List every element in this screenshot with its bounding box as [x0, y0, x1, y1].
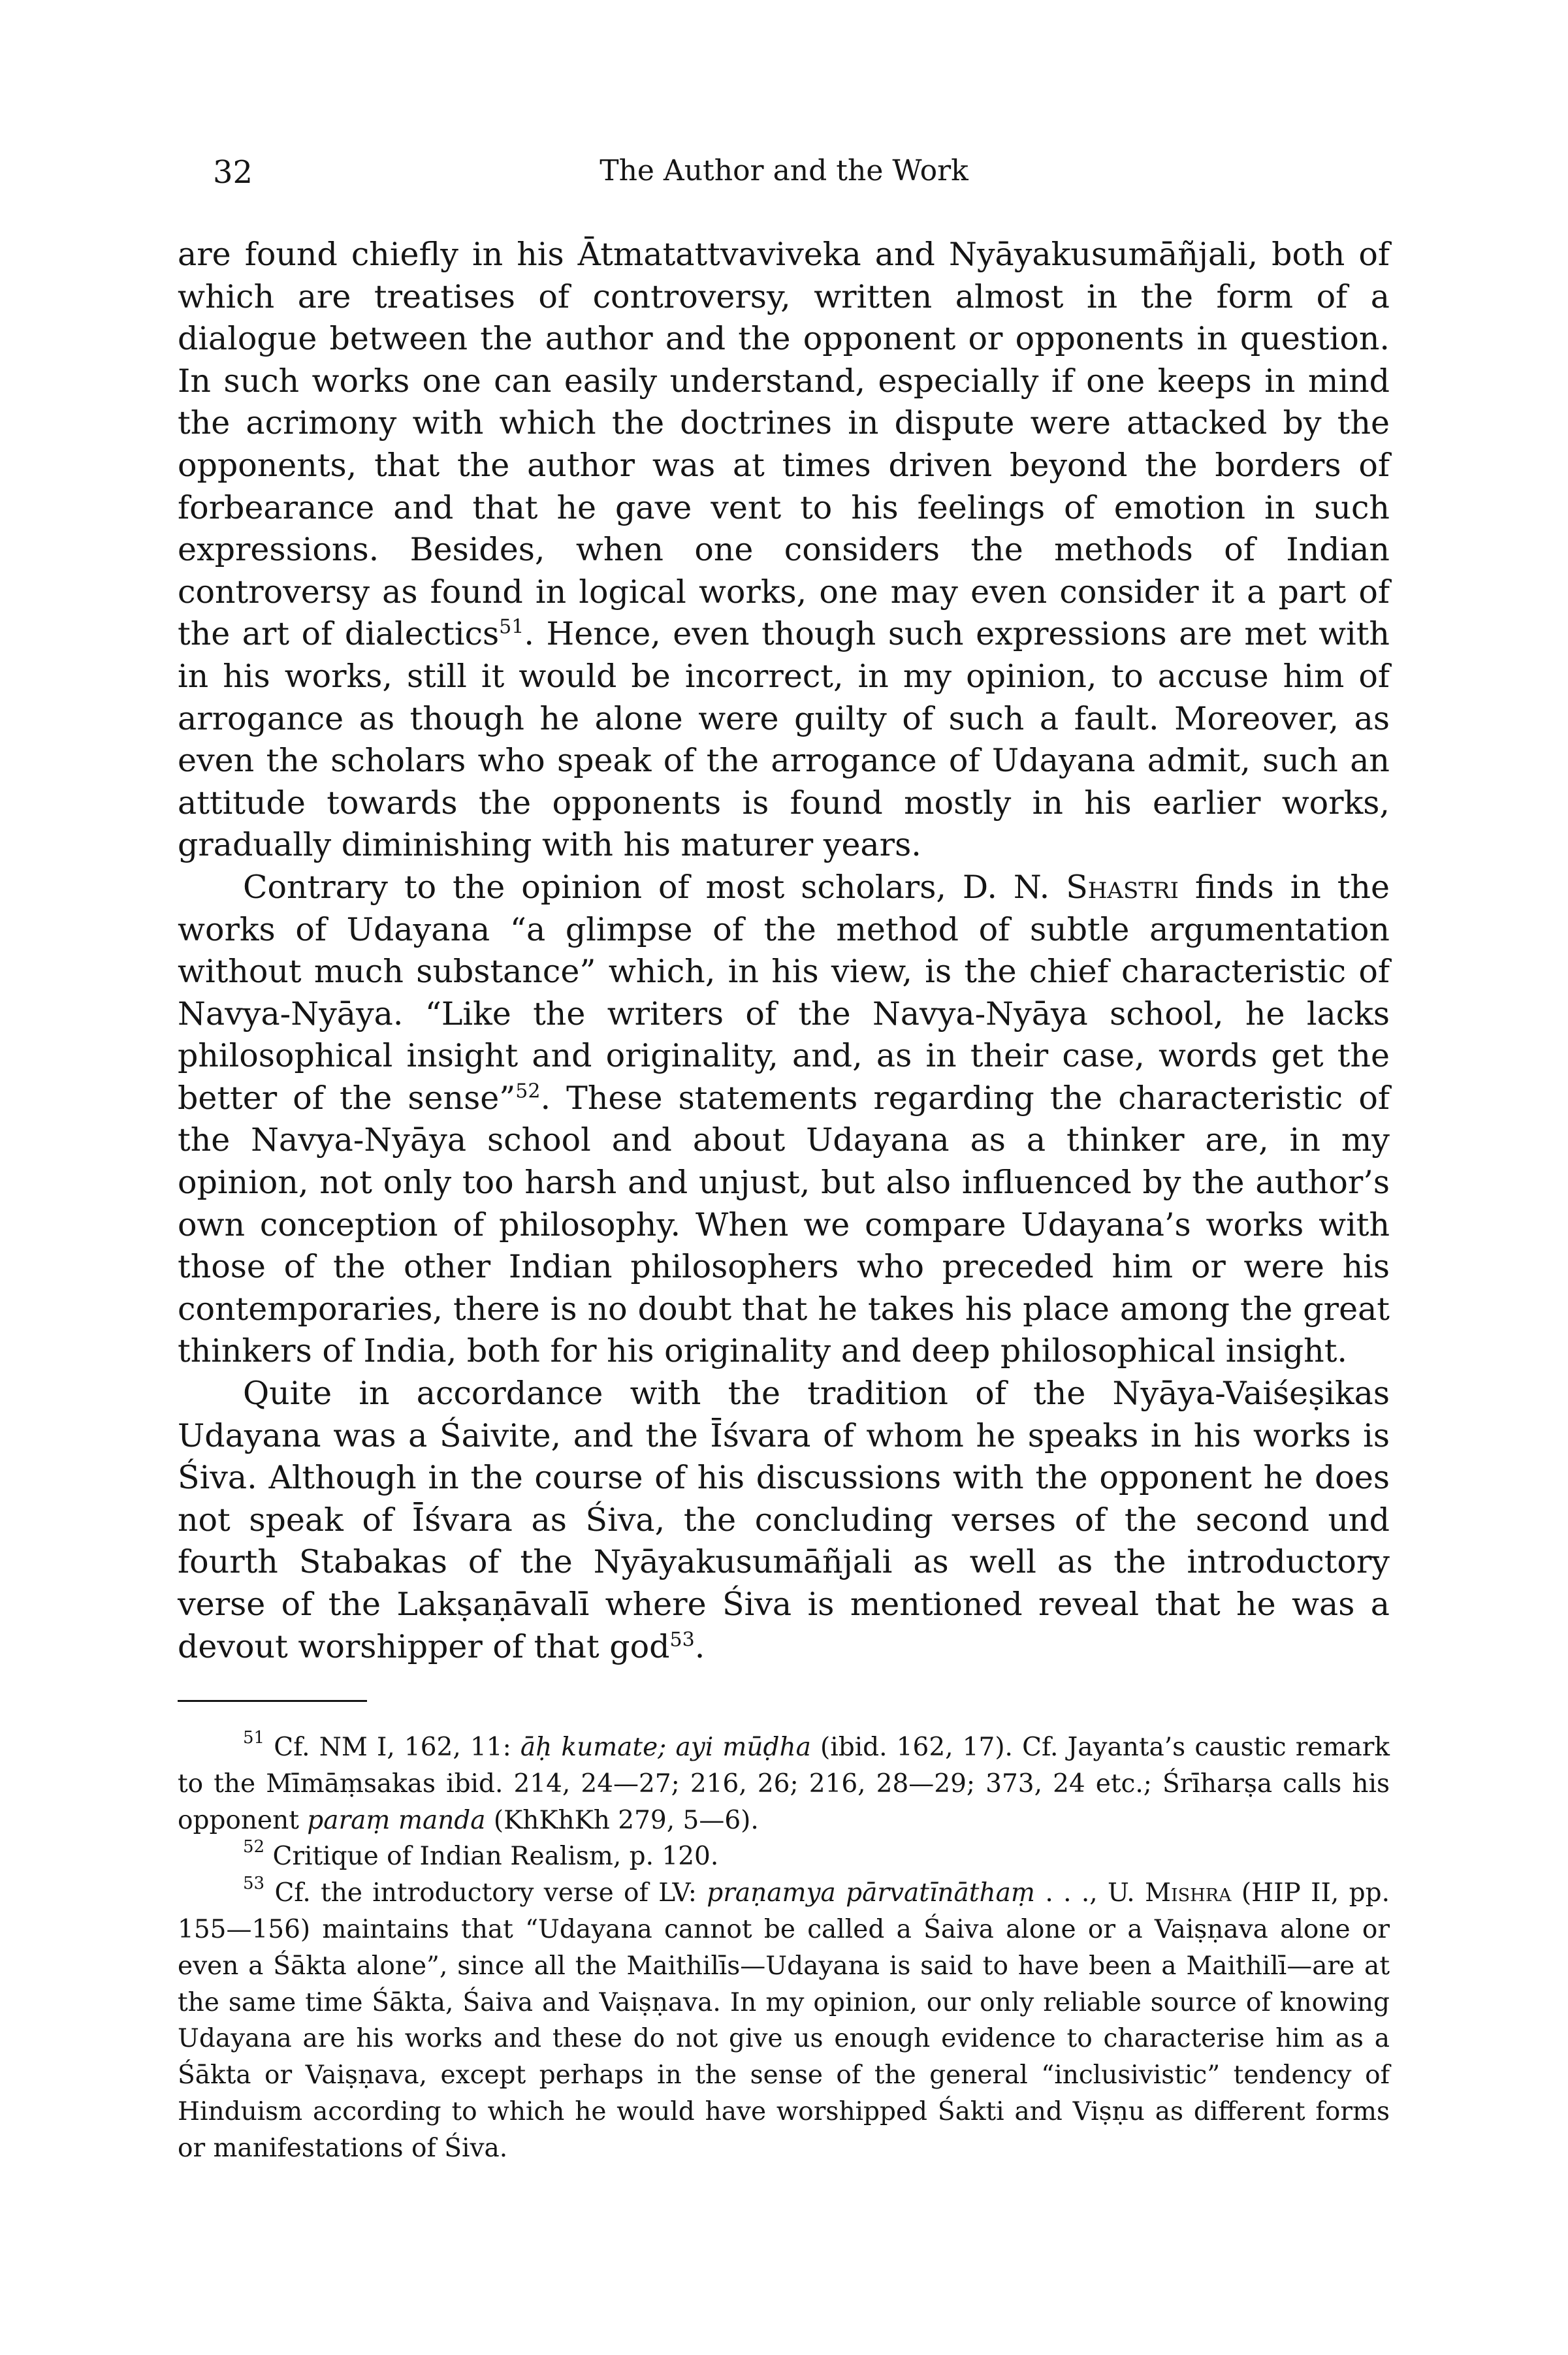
footnote-number: 53: [243, 1874, 265, 1894]
footnote-italic: praṇamya pārvatīnāthaṃ: [707, 1878, 1036, 1908]
paragraph-text: Contrary to the opinion of most scholars, D. N.: [243, 868, 1066, 906]
footnote-text: Cf. NM I, 162, 11:: [264, 1733, 520, 1762]
footnote-italic: āḥ kumate; ayi mūḍha: [520, 1733, 811, 1762]
paragraph: [178, 234, 1390, 867]
footnote-ref-51[interactable]: 51: [499, 616, 524, 639]
paragraph-text: finds in the works of Udayana “a glimpse of the method of subtle argumentation without much substance” which, in his view, is the chief characteristic of Navya-Nyāya. “Like the writers of the Navya-Nyāya school, he lacks philosophical insight and originality, and, as in their case, words get the better of the sense”: [178, 868, 1390, 1117]
footnote-text: Cf. the introductory verse of LV:: [264, 1878, 707, 1908]
author-name: Mishra: [1145, 1878, 1232, 1908]
footnote-ref-53[interactable]: 53: [669, 1628, 695, 1652]
footnote-text: (HIP II, pp. 155—156) maintains that “Udayana cannot be called a Śaiva alone or a Vaiṣṇava alone or even a Śākta alone”, since all the Maithilīs—Udayana is said to have been a Maithilī—are at the same time Śākta, Śaiva and Vaiṣṇava. In my opinion, our only reliable source of knowing Udayana are his works and these do not give us enough evidence to characterise him as a Śākta or Vaiṣṇava, except perhaps in the sense of the general “inclusivistic” tendency of Hinduism according to which he would have worshipped Śakti and Viṣṇu as different forms or manifestations of Śiva.: [178, 1878, 1390, 2163]
running-head: The Author and the Work: [600, 154, 968, 187]
paragraph: [178, 1373, 1390, 1668]
page-number: 32: [213, 154, 253, 191]
footnote-text: (ibid. 162, 17). Cf. Jayanta’s caustic remark to the Mīmāṃsakas ibid. 214, 24—27; 216, 26; 216, 28—29; 373, 24 etc.; Śrīharṣa calls his opponent: [178, 1733, 1390, 1835]
body-text: [178, 234, 1390, 1668]
paragraph-text: . Hence, even though such expressions are met with in his works, still it would be incorrect, in my opinion, to accuse him of arrogance as though he alone were guilty of such a fault. Moreover, as even the scholars who speak of the arrogance of Udayana admit, such an attitude towards the opponents is found mostly in his earlier works, gradually diminishing with his maturer years.: [178, 615, 1390, 864]
footnote-text: (KhKhKh 279, 5—6).: [485, 1805, 759, 1835]
footnote-text: Critique of Indian Realism, p. 120.: [264, 1842, 719, 1872]
footnote-divider: [178, 1700, 367, 1702]
footnote-51: [178, 1729, 1390, 1838]
footnote-52: [178, 1838, 1390, 1875]
author-name: Shastri: [1066, 868, 1179, 906]
footnote-ref-52[interactable]: 52: [515, 1080, 541, 1103]
paragraph: [178, 867, 1390, 1373]
paragraph-text: .: [694, 1627, 705, 1665]
paragraph-text: . These statements regarding the characteristic of the Navya-Nyāya school and about Udayana as a thinker are, in my opinion, not only too harsh and unjust, but also influenced by the author’s own conception of philosophy. When we compare Udayana’s works with those of the other Indian philosophers who preceded him or were his contemporaries, there is no doubt that he takes his place among the great thinkers of India, both for his originality and deep philosophical insight.: [178, 1079, 1390, 1370]
footnote-number: 51: [243, 1728, 265, 1748]
footnote-number: 52: [243, 1837, 265, 1857]
paragraph-text: Quite in accordance with the tradition of the Nyāya-Vaiśeṣikas Udayana was a Śaivite, and the Īśvara of whom he speaks in his works is Śiva. Although in the course of his discussions with the opponent he does not speak of Īśvara as Śiva, the concluding verses of the second und fourth Stabakas of the Nyāyakusumāñjali as well as the introductory verse of the Lakṣaṇāvalī where Śiva is mentioned reveal that he was a devout worshipper of that god: [178, 1375, 1390, 1665]
footnote-italic: paraṃ manda: [307, 1805, 486, 1835]
paragraph-text: are found chiefly in his Ātmatattvaviveka and Nyāyakusumāñjali, both of which are treatises of controversy, written almost in the form of a dialogue between the author and the opponent or opponents in question. In such works one can easily understand, especially if one keeps in mind the acrimony with which the doctrines in dispute were attacked by the opponents, that the author was at times driven beyond the borders of forbearance and that he gave vent to his feelings of emotion in such expressions. Besides, when one considers the methods of Indian controversy as found in logical works, one may even consider it a part of the art of dialectics: [178, 236, 1390, 653]
footnote-text: . . ., U.: [1035, 1878, 1145, 1908]
footnotes: [178, 1729, 1390, 2167]
footnote-53: [178, 1875, 1390, 2166]
